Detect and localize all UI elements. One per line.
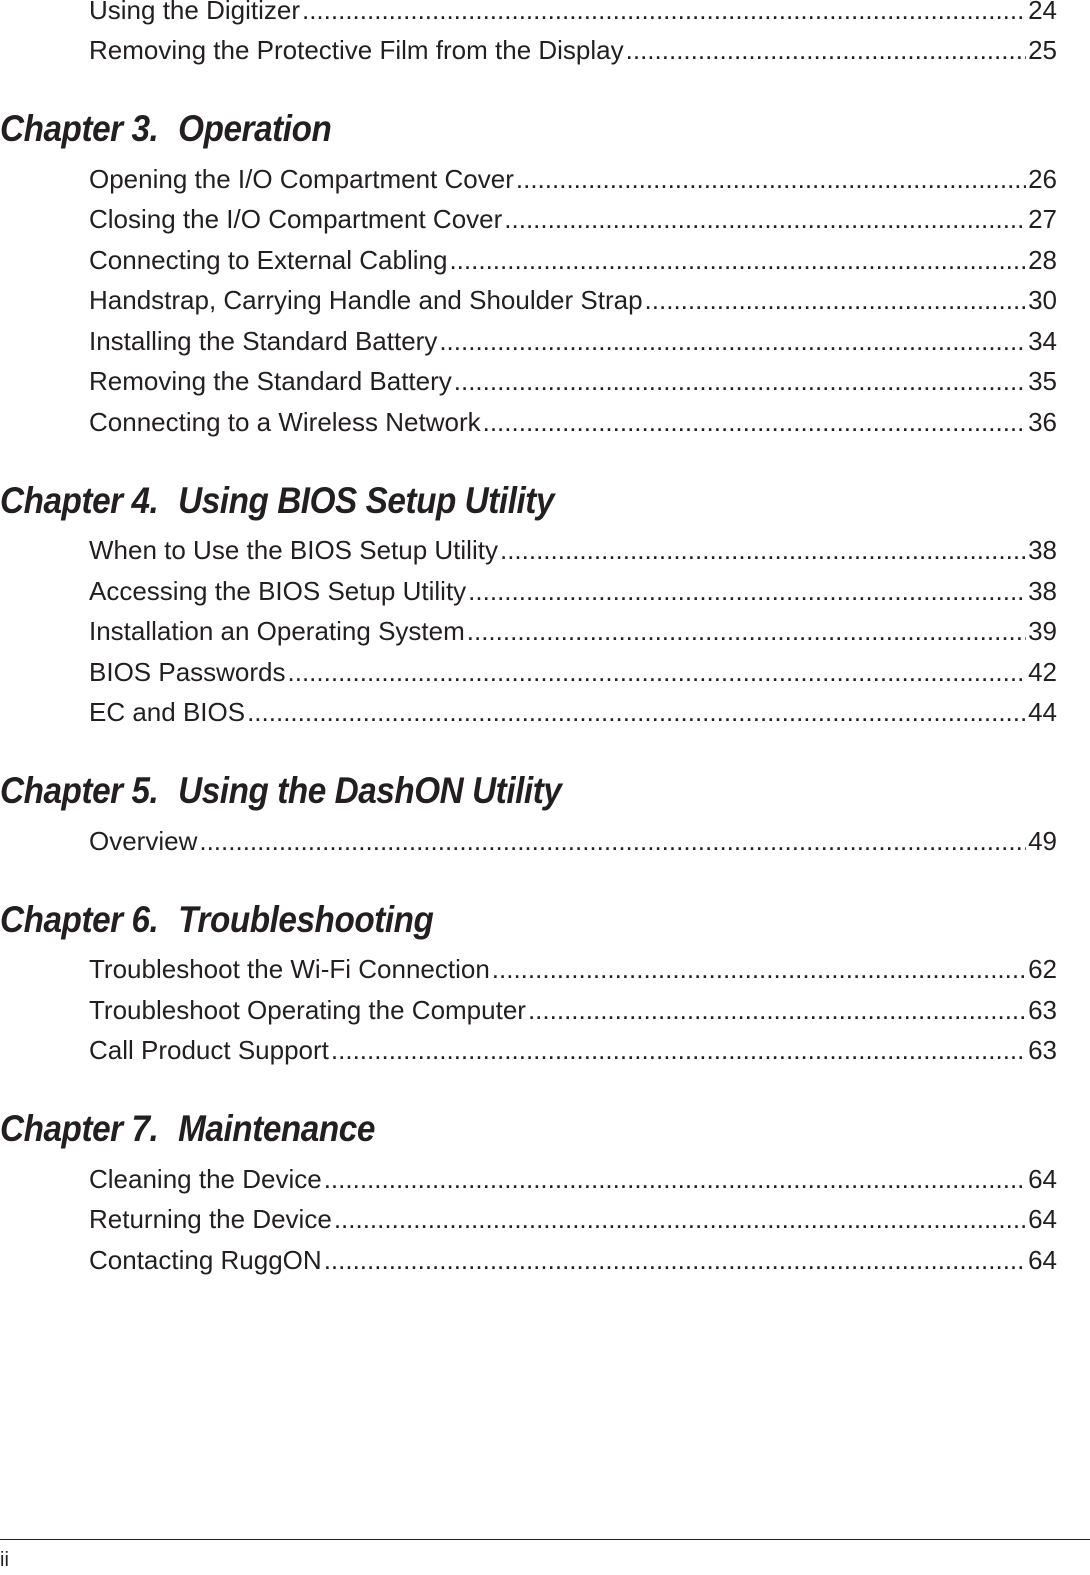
toc-entry[interactable] [0, 821, 1090, 862]
toc-entry[interactable] [0, 159, 1090, 200]
toc-entry-title: Closing the I/O Compartment Cover [89, 204, 503, 235]
toc-dot-leader [467, 616, 1026, 647]
chapter-number: Chapter 7. [0, 1108, 159, 1149]
chapter-heading[interactable] [0, 761, 981, 821]
toc-dot-leader [645, 285, 1027, 316]
chapter-number: Chapter 3. [0, 108, 159, 149]
chapter-5-section [0, 761, 1090, 862]
toc-entry-title: Installation an Operating System [89, 616, 465, 647]
toc-entry[interactable] [0, 1159, 1090, 1200]
toc-dot-leader [504, 204, 1026, 235]
toc-entry-title: Opening the I/O Compartment Cover [89, 163, 514, 194]
toc-entry[interactable] [0, 693, 1090, 734]
footer-divider [0, 1539, 1090, 1540]
toc-entry-page: 49 [1028, 825, 1057, 856]
toc-entry-title: EC and BIOS [89, 697, 246, 728]
toc-dot-leader [439, 326, 1026, 357]
chapter-heading[interactable] [0, 99, 981, 159]
toc-entry-title: Call Product Support [89, 1035, 329, 1066]
chapter-6-section [0, 890, 1090, 1072]
toc-entry-title: Troubleshoot Operating the Computer [89, 994, 526, 1025]
toc-entry-page: 62 [1028, 954, 1057, 985]
toc-entry-page: 64 [1028, 1244, 1057, 1275]
toc-entry-title: Troubleshoot the Wi-Fi Connection [89, 954, 490, 985]
toc-entry-page: 30 [1028, 285, 1057, 316]
toc-entry-page: 38 [1028, 535, 1057, 566]
toc-entry-title: Overview [89, 825, 198, 856]
toc-entry-page: 42 [1028, 656, 1057, 687]
toc-entry[interactable] [0, 571, 1090, 612]
toc-dot-leader [528, 995, 1026, 1026]
toc-dot-leader [454, 366, 1026, 397]
chapter-name: Operation [178, 108, 332, 149]
toc-dot-leader [516, 164, 1026, 195]
chapter-heading[interactable] [0, 471, 981, 531]
chapter-number: Chapter 4. [0, 479, 159, 521]
chapter-name: Using BIOS Setup Utility [178, 479, 555, 521]
toc-entry-page: 44 [1028, 697, 1057, 728]
chapter-number: Chapter 6. [0, 898, 159, 940]
toc-entry[interactable] [0, 990, 1090, 1031]
toc-entry-title: When to Use the BIOS Setup Utility [89, 535, 498, 566]
toc-entry[interactable] [0, 652, 1090, 693]
toc-entry-page: 35 [1028, 366, 1057, 397]
toc-dot-leader [302, 0, 1026, 26]
toc-entry-title: Removing the Protective Film from the Display [89, 35, 624, 66]
chapter-3-section [0, 99, 1090, 443]
toc-dot-leader [626, 35, 1026, 66]
toc-dot-leader [492, 954, 1026, 985]
toc-entry-page: 28 [1028, 244, 1057, 275]
chapter-number: Chapter 5. [0, 770, 159, 811]
toc-entry-page: 63 [1028, 1035, 1057, 1066]
toc-entry-title: Connecting to a Wireless Network [89, 406, 481, 437]
toc-entry-page: 38 [1028, 575, 1057, 606]
toc-entry[interactable] [0, 612, 1090, 653]
toc-dot-leader [247, 697, 1026, 728]
toc-entry-page: 27 [1028, 204, 1057, 235]
toc-entry-page: 25 [1028, 35, 1057, 66]
chapter-heading[interactable] [0, 890, 981, 950]
toc-entry[interactable] [0, 200, 1090, 241]
toc-entry[interactable] [0, 1200, 1090, 1241]
footer-page-number: ii [0, 1549, 9, 1571]
toc-dot-leader [288, 657, 1027, 688]
toc-entry-page: 64 [1028, 1163, 1057, 1194]
toc-entry[interactable] [0, 281, 1090, 322]
toc-entry-title: BIOS Passwords [89, 656, 286, 687]
toc-dot-leader [334, 1204, 1026, 1235]
toc-entry[interactable] [0, 531, 1090, 572]
toc-dot-leader [483, 407, 1026, 438]
toc-entry-title: Cleaning the Device [89, 1163, 322, 1194]
toc-entry-title: Removing the Standard Battery [89, 366, 452, 397]
toc-dot-leader [324, 1164, 1026, 1195]
chapter-name: Troubleshooting [178, 898, 434, 940]
toc-dot-leader [324, 1245, 1026, 1276]
toc-entry-title: Connecting to External Cabling [89, 244, 448, 275]
toc-entry-title: Accessing the BIOS Setup Utility [89, 575, 467, 606]
toc-entry-title: Installing the Standard Battery [89, 325, 438, 356]
toc-entry-title: Contacting RuggON [89, 1244, 322, 1275]
toc-dot-leader [449, 245, 1026, 276]
chapter-4-section [0, 471, 1090, 734]
toc-entry[interactable] [0, 950, 1090, 991]
toc-entry[interactable] [0, 362, 1090, 403]
toc-entry[interactable] [0, 1240, 1090, 1281]
chapter-name: Maintenance [178, 1108, 375, 1149]
toc-entry[interactable] [0, 240, 1090, 281]
toc-entry[interactable] [0, 0, 1090, 31]
toc-entry-page: 63 [1028, 994, 1057, 1025]
toc-entry-page: 64 [1028, 1204, 1057, 1235]
toc-entry[interactable] [0, 31, 1090, 72]
chapter-name: Using the DashON Utility [178, 770, 562, 811]
toc-entry-page: 34 [1028, 325, 1057, 356]
toc-entry-page: 36 [1028, 406, 1057, 437]
toc-entry-page: 26 [1028, 163, 1057, 194]
toc-entry-page: 24 [1028, 0, 1057, 25]
chapter-7-section [0, 1099, 1090, 1281]
toc-dot-leader [331, 1035, 1026, 1066]
toc-entry-title: Returning the Device [89, 1204, 332, 1235]
toc-dot-leader [468, 576, 1026, 607]
toc-entry-title: Handstrap, Carrying Handle and Shoulder Strap [89, 285, 643, 316]
toc-entry[interactable] [0, 1031, 1090, 1072]
toc-dot-leader [500, 535, 1026, 566]
toc-dot-leader [199, 826, 1026, 857]
toc-entry-title: Using the Digitizer [89, 0, 300, 25]
chapter-heading[interactable] [0, 1099, 981, 1159]
toc-entry[interactable] [0, 402, 1090, 443]
toc-entry-page: 39 [1028, 616, 1057, 647]
toc-entry[interactable] [0, 321, 1090, 362]
